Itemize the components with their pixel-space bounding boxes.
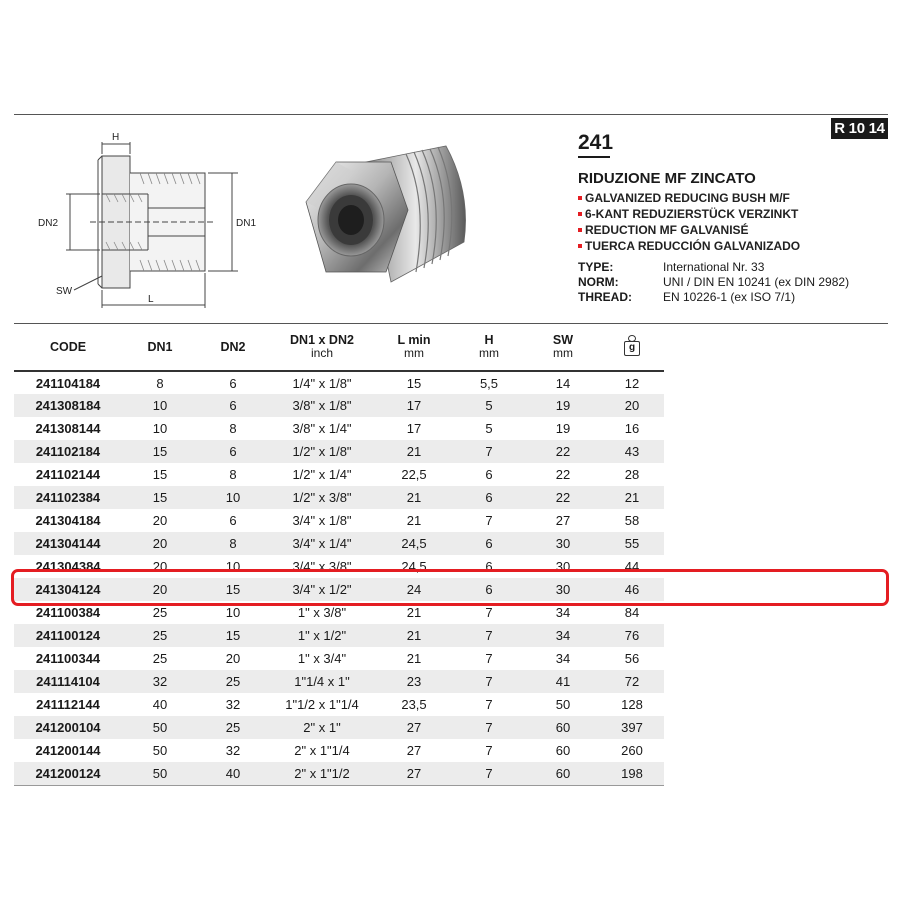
cell-dn2: 6 xyxy=(229,513,237,528)
table-row xyxy=(14,417,664,440)
cell-dn2: 40 xyxy=(198,762,268,785)
cell-h: 7 xyxy=(485,651,493,666)
spec-thread xyxy=(578,290,888,305)
spec-label: TYPE: xyxy=(578,260,614,274)
cell-l-min: 27 xyxy=(376,716,452,739)
cell-code: 241308184 xyxy=(14,394,122,417)
cell-code: 241304124 xyxy=(14,578,122,601)
cell-h: 7 xyxy=(485,605,493,620)
cell-weight: 21 xyxy=(600,486,664,509)
cell-h: 7 xyxy=(452,716,526,739)
label-dn1: DN1 xyxy=(236,218,257,229)
label-dn2: DN2 xyxy=(38,218,59,229)
table-row xyxy=(14,486,664,509)
cell-dn2: 20 xyxy=(225,651,241,666)
header-l-min: L min mm xyxy=(376,324,452,371)
cell-dn1-x-dn2: 1/2" x 1/4" xyxy=(292,467,352,482)
header-dn1-x-dn2: DN1 x DN2 inch xyxy=(268,324,376,371)
cell-l-min: 27 xyxy=(376,762,452,785)
table-row xyxy=(14,762,664,785)
table-row xyxy=(14,440,664,463)
product-code: 241 xyxy=(578,131,614,154)
cell-h: 7 xyxy=(485,513,493,528)
cell-dn2: 25 xyxy=(198,716,268,739)
cell-dn2: 32 xyxy=(225,697,241,712)
cell-h: 6 xyxy=(452,486,526,509)
cell-sw: 19 xyxy=(526,394,600,417)
table-row xyxy=(14,647,664,670)
cell-l-min: 24,5 xyxy=(376,532,452,555)
cell-dn2: 10 xyxy=(225,605,241,620)
cell-h: 7 xyxy=(485,743,493,758)
cell-weight: 43 xyxy=(600,440,664,463)
cell-sw: 14 xyxy=(555,375,571,391)
cell-weight: 20 xyxy=(600,394,664,417)
description-item: TUERCA REDUCCIÓN GALVANIZADO xyxy=(578,238,888,254)
cell-weight: 84 xyxy=(624,605,640,620)
cell-sw: 50 xyxy=(555,697,571,712)
cell-code: 241200104 xyxy=(14,716,122,739)
cell-code: 241100344 xyxy=(35,651,101,666)
cell-dn1-x-dn2: 2" x 1" xyxy=(268,716,376,739)
cell-dn1: 20 xyxy=(152,559,168,574)
cell-dn1: 32 xyxy=(122,670,198,693)
cell-dn1-x-dn2: 3/4" x 1/4" xyxy=(268,532,376,555)
product-name: RIDUZIONE MF ZINCATO xyxy=(578,170,756,187)
cell-l-min: 23,5 xyxy=(401,697,427,712)
cell-l-min: 27 xyxy=(406,743,422,758)
product-header xyxy=(578,132,888,305)
cell-weight: 72 xyxy=(600,670,664,693)
header-dn2: DN2 xyxy=(198,324,268,371)
cell-dn1: 10 xyxy=(122,394,198,417)
product-table xyxy=(14,324,664,786)
description-item: REDUCTION MF GALVANISÉ xyxy=(578,222,888,238)
cell-weight: 28 xyxy=(624,467,640,482)
cell-weight: 260 xyxy=(621,743,643,758)
cell-weight: 55 xyxy=(600,532,664,555)
cell-weight: 46 xyxy=(600,578,664,601)
header-weight xyxy=(600,324,664,371)
spec-value: International Nr. 33 xyxy=(663,260,765,274)
cell-dn1: 25 xyxy=(152,651,168,666)
cell-l-min: 24 xyxy=(376,578,452,601)
cell-dn1-x-dn2: 3/8" x 1/4" xyxy=(292,421,352,436)
cell-weight: 76 xyxy=(600,624,664,647)
code-underline xyxy=(578,156,610,158)
cell-dn1: 15 xyxy=(122,440,198,463)
cell-dn2: 6 xyxy=(198,440,268,463)
cell-h: 5 xyxy=(485,421,493,436)
cell-code: 241200144 xyxy=(35,743,101,758)
cell-code: 241102384 xyxy=(14,486,122,509)
cell-dn2: 15 xyxy=(198,578,268,601)
spec-label: THREAD: xyxy=(578,290,632,304)
cell-dn1-x-dn2: 3/4" x 1/2" xyxy=(268,578,376,601)
cell-dn2: 10 xyxy=(225,559,241,574)
spec-norm xyxy=(578,275,888,290)
weight-icon: g xyxy=(623,335,641,357)
spec-type xyxy=(578,260,888,275)
cell-dn1: 15 xyxy=(152,467,168,482)
cell-h: 7 xyxy=(452,440,526,463)
cell-code: 241102184 xyxy=(14,440,122,463)
cell-weight: 12 xyxy=(624,375,640,391)
cell-l-min: 21 xyxy=(376,624,452,647)
spec-value: UNI / DIN EN 10241 (ex DIN 2982) xyxy=(663,275,850,289)
cell-h: 7 xyxy=(452,624,526,647)
cell-dn1-x-dn2: 1"1/2 x 1"1/4 xyxy=(285,697,359,712)
cell-dn2: 32 xyxy=(225,743,241,758)
cell-l-min: 21 xyxy=(376,440,452,463)
cell-h: 7 xyxy=(485,697,493,712)
cell-code: 241100384 xyxy=(35,605,101,620)
cell-l-min: 23 xyxy=(376,670,452,693)
cell-dn2: 25 xyxy=(198,670,268,693)
cell-dn1-x-dn2: 3/4" x 3/8" xyxy=(292,559,352,574)
cell-sw: 30 xyxy=(526,578,600,601)
cell-dn2: 8 xyxy=(229,421,237,436)
cell-dn1: 20 xyxy=(152,513,168,528)
cell-sw: 60 xyxy=(555,743,571,758)
cell-weight: 58 xyxy=(624,513,640,528)
cell-dn1-x-dn2: 3/8" x 1/8" xyxy=(268,394,376,417)
table-row xyxy=(14,532,664,555)
cell-dn1-x-dn2: 1"1/4 x 1" xyxy=(268,670,376,693)
label-h: H xyxy=(112,132,120,143)
cell-code: 241114104 xyxy=(14,670,122,693)
cell-dn1: 50 xyxy=(152,743,168,758)
table-row xyxy=(14,670,664,693)
product-photo xyxy=(296,132,476,302)
cell-dn1-x-dn2: 2" x 1"1/2 xyxy=(268,762,376,785)
cell-dn1: 25 xyxy=(122,624,198,647)
cell-sw: 30 xyxy=(526,532,600,555)
cell-dn1-x-dn2: 3/4" x 1/8" xyxy=(292,513,352,528)
cell-sw: 30 xyxy=(555,559,571,574)
cell-dn2: 8 xyxy=(229,467,237,482)
cell-code: 241304144 xyxy=(14,532,122,555)
cell-sw: 41 xyxy=(526,670,600,693)
cell-dn1: 20 xyxy=(122,532,198,555)
cell-sw: 60 xyxy=(526,762,600,785)
spec-label: NORM: xyxy=(578,275,619,289)
table-row xyxy=(14,371,664,394)
header-sw: SW mm xyxy=(526,324,600,371)
cell-h: 6 xyxy=(452,578,526,601)
cell-weight: 397 xyxy=(600,716,664,739)
cell-sw: 22 xyxy=(526,486,600,509)
table-row xyxy=(14,509,664,532)
cell-dn1-x-dn2: 1/4" x 1/8" xyxy=(292,375,352,391)
cell-code: 241200124 xyxy=(14,762,122,785)
description-list xyxy=(578,190,888,254)
table-row xyxy=(14,739,664,762)
technical-drawing xyxy=(30,128,270,318)
cell-l-min: 21 xyxy=(376,486,452,509)
table-row xyxy=(14,463,664,486)
cell-l-min: 17 xyxy=(406,421,422,436)
header-h: H mm xyxy=(452,324,526,371)
cell-dn1-x-dn2: 1" x 3/4" xyxy=(297,651,347,666)
cell-weight: 128 xyxy=(621,697,643,712)
cell-dn2: 15 xyxy=(198,624,268,647)
cell-dn1-x-dn2: 1/2" x 1/8" xyxy=(268,440,376,463)
cell-dn1: 8 xyxy=(156,375,164,391)
table-row xyxy=(14,394,664,417)
cell-h: 5 xyxy=(452,394,526,417)
cell-weight: 198 xyxy=(600,762,664,785)
spec-value: EN 10226-1 (ex ISO 7/1) xyxy=(663,290,796,304)
spec-list xyxy=(578,260,888,305)
header-code: CODE xyxy=(14,324,122,371)
description-item: 6-KANT REDUZIERSTÜCK VERZINKT xyxy=(578,206,888,222)
cell-dn2: 6 xyxy=(229,375,237,391)
table-row xyxy=(14,624,664,647)
label-sw: SW xyxy=(56,286,73,297)
cell-code: 241308144 xyxy=(35,421,101,436)
cell-dn1: 25 xyxy=(152,605,168,620)
cell-h: 5,5 xyxy=(479,375,499,391)
cell-dn1: 50 xyxy=(122,716,198,739)
cell-dn2: 10 xyxy=(198,486,268,509)
cell-h: 6 xyxy=(452,532,526,555)
cell-sw: 34 xyxy=(526,624,600,647)
cell-sw: 34 xyxy=(555,651,571,666)
cell-sw: 19 xyxy=(555,421,571,436)
cell-dn1: 15 xyxy=(122,486,198,509)
cell-l-min: 21 xyxy=(406,651,422,666)
cell-dn1: 10 xyxy=(152,421,168,436)
cell-l-min: 15 xyxy=(406,375,422,391)
cell-h: 7 xyxy=(452,762,526,785)
cell-weight: 16 xyxy=(624,421,640,436)
cell-code: 241304384 xyxy=(35,559,101,574)
highlighted-row-outline xyxy=(11,569,889,606)
cell-l-min: 21 xyxy=(406,605,422,620)
cell-weight: 44 xyxy=(624,559,640,574)
cell-weight: 56 xyxy=(624,651,640,666)
cell-dn2: 6 xyxy=(198,394,268,417)
cell-sw: 60 xyxy=(526,716,600,739)
cell-dn1: 50 xyxy=(122,762,198,785)
cell-dn1-x-dn2: 1" x 1/2" xyxy=(268,624,376,647)
cell-dn1-x-dn2: 1/2" x 3/8" xyxy=(268,486,376,509)
description-item: GALVANIZED REDUCING BUSH M/F xyxy=(578,190,888,206)
cell-l-min: 21 xyxy=(406,513,422,528)
cell-dn1: 20 xyxy=(122,578,198,601)
cell-code: 241112144 xyxy=(36,697,100,712)
table-row xyxy=(14,693,664,716)
catalog-badge: R 10 14 xyxy=(831,118,888,139)
cell-code: 241100124 xyxy=(14,624,122,647)
cell-sw: 22 xyxy=(526,440,600,463)
cell-h: 6 xyxy=(485,559,493,574)
cell-code: 241304184 xyxy=(35,513,101,528)
cell-sw: 27 xyxy=(555,513,571,528)
cell-l-min: 22,5 xyxy=(401,467,427,482)
cell-code: 241104184 xyxy=(35,375,101,391)
cell-l-min: 24,5 xyxy=(401,559,427,574)
cell-h: 7 xyxy=(452,670,526,693)
table-header-row xyxy=(14,324,664,371)
cell-dn1-x-dn2: 1" x 3/8" xyxy=(297,605,347,620)
cell-l-min: 17 xyxy=(376,394,452,417)
label-l: L xyxy=(148,294,154,305)
cell-dn1-x-dn2: 2" x 1"1/4 xyxy=(294,743,350,758)
cell-code: 241102144 xyxy=(35,467,101,482)
cell-sw: 22 xyxy=(555,467,571,482)
cell-dn2: 8 xyxy=(198,532,268,555)
cell-dn1: 40 xyxy=(152,697,168,712)
top-rule xyxy=(14,114,888,115)
cell-h: 6 xyxy=(485,467,493,482)
table-row xyxy=(14,716,664,739)
header-dn1: DN1 xyxy=(122,324,198,371)
cell-sw: 34 xyxy=(555,605,571,620)
